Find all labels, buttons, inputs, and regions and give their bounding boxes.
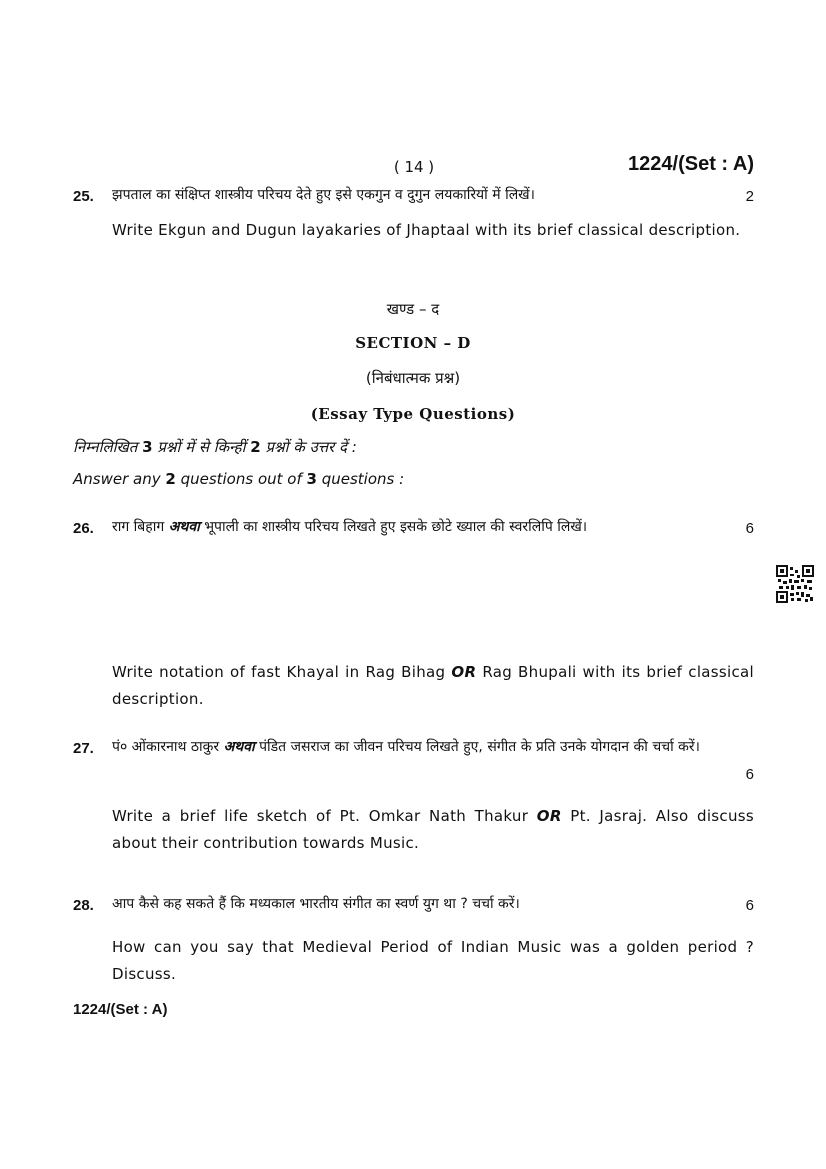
section-subtitle-english: (Essay Type Questions) — [310, 405, 516, 423]
marks-28: 6 — [745, 897, 754, 914]
marks-25: 2 — [745, 188, 754, 205]
question-26-english: Write notation of fast Khayal in Rag Bihag OR Rag Bhupali with its brief classical description. — [112, 663, 754, 708]
question-27-hindi: पं० ओंकारनाथ ठाकुर अथवा पंडित जसराज का जीवन परिचय लिखते हुए, संगीत के प्रति उनके योगदान की चर्चा करें। — [112, 739, 700, 755]
question-26-hindi: राग बिहाग अथवा भूपाली का शास्त्रीय परिचय लिखते हुए इसके छोटे ख्याल की स्वरलिपि लिखें। — [112, 519, 588, 535]
question-number-26: 26. — [73, 520, 94, 537]
question-number-25: 25. — [73, 188, 94, 205]
marks-27: 6 — [745, 766, 754, 783]
instruction-hindi: निम्नलिखित 3 प्रश्नों में से किन्हीं 2 प्रश्नों के उत्तर दें : — [73, 438, 357, 456]
set-code-footer: 1224/(Set : A) — [73, 1001, 168, 1018]
question-27-english: Write a brief life sketch of Pt. Omkar Nath Thakur OR Pt. Jasraj. Also discuss about their contribution towards Music. — [112, 807, 754, 852]
question-25-english: Write Ekgun and Dugun layakaries of Jhaptaal with its brief classical description. — [112, 221, 741, 239]
question-28-english: How can you say that Medieval Period of Indian Music was a golden period ? Discuss. — [112, 938, 754, 983]
qr-code — [776, 565, 814, 603]
instruction-english: Answer any 2 questions out of 3 questions : — [73, 470, 405, 488]
question-25-hindi: झपताल का संक्षिप्त शास्त्रीय परिचय देते हुए इसे एकगुन व दुगुन लयकारियों में लिखें। — [112, 187, 535, 203]
section-subtitle-hindi: (निबंधात्मक प्रश्न) — [365, 369, 461, 387]
question-28-hindi: आप कैसे कह सकते हैं कि मध्यकाल भारतीय संगीत का स्वर्ण युग था ? चर्चा करें। — [112, 896, 520, 912]
page-number: ( 14 ) — [393, 158, 435, 176]
marks-26: 6 — [745, 520, 754, 537]
section-title-english: SECTION – D — [355, 334, 471, 352]
set-code-header: 1224/(Set : A) — [628, 153, 754, 175]
section-title-hindi: खण्ड – द — [386, 300, 440, 318]
question-number-27: 27. — [73, 740, 94, 757]
question-number-28: 28. — [73, 897, 94, 914]
